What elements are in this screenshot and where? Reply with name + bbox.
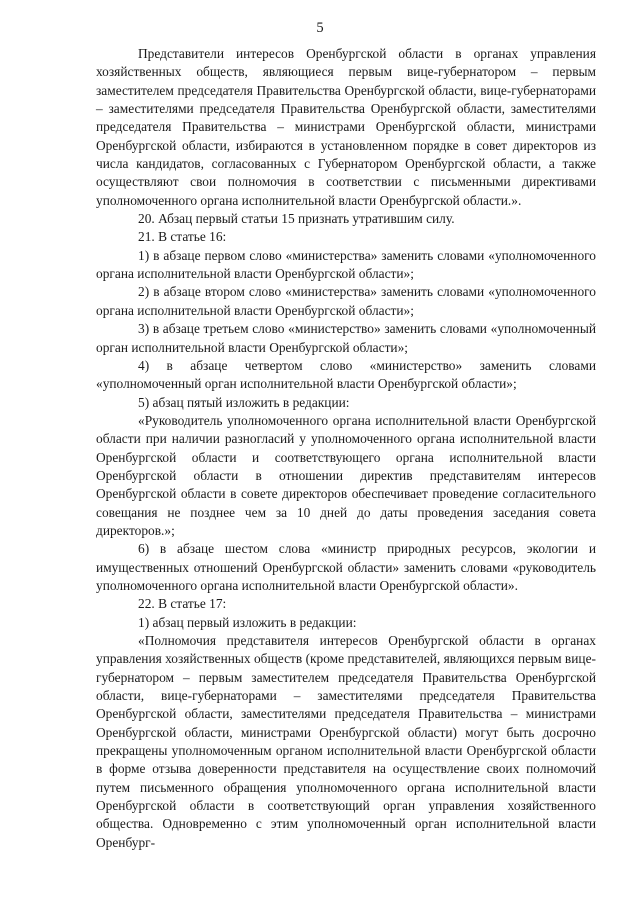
paragraph-item-22: 22. В статье 17: (138, 596, 227, 612)
paragraph-22-subitem-1-quote: «Полномочия представителя интересов Оренбургской области в органах управления хозяйственных обществ (кроме представителей, являющихся первым вице-губернатором – первым заместителем председателя Правительства Оренбургской области, вице-губернаторами – заместителями председателя Правительства Оренбургской области, заместителями председателя Правительства – министрами Оренбургской области, министрами Оренбургской области) могут быть досрочно прекращены уполномоченным органом исполнительной власти Оренбургской области в форме отзыва доверенности представителя на осуществление своих полномочий путем письменного обращения уполномоченного органа исполнительной власти Оренбургской области в соответствующий орган управления хозяйственного общества. Одновременно с этим уполномоченный орган исполнительной власти Оренбург- (96, 633, 596, 850)
paragraph-21-subitem-4: 4) в абзаце четвертом слово «министерство» заменить словами «уполномоченный орган исполнительной власти Оренбургской области»; (96, 357, 596, 392)
paragraph-21-subitem-2: 2) в абзаце втором слово «министерства» заменить словами «уполномоченного органа исполнительной власти Оренбургской области»; (96, 284, 596, 318)
paragraph-21-subitem-5: 5) абзац пятый изложить в редакции: (138, 394, 350, 410)
paragraph-21-subitem-6: 6) в абзаце шестом слова «министр природных ресурсов, экологии и имущественных отношений Оренбургской области» заменить словами «руководитель уполномоченного органа исполнительной власти Оренбургской области». (96, 541, 596, 593)
document-body (96, 45, 596, 852)
paragraph-22-subitem-1: 1) абзац первый изложить в редакции: (138, 614, 357, 630)
page-number: 5 (316, 20, 324, 36)
paragraph-item-21: 21. В статье 16: (138, 229, 227, 245)
paragraph-representatives-directors: Представители интересов Оренбургской области в органах управления хозяйственных обществ, являющиеся первым вице-губернатором – первым заместителем председателя Правительства Оренбургской области, вице-губернаторами – заместителями председателя Правительства Оренбургской области, заместителями председателя Правительства – министрами Оренбургской области, министрами Оренбургской области, избираются в установленном порядке в совет директоров из числа кандидатов, согласованных с Губернатором Оренбургской области, а также осуществляют свои полномочия в соответствии с письменными директивами уполномоченного органа исполнительной власти Оренбургской области.». (96, 46, 596, 208)
paragraph-item-20: 20. Абзац первый статьи 15 признать утратившим силу. (138, 211, 455, 227)
paragraph-21-subitem-3: 3) в абзаце третьем слово «министерство» заменить словами «уполномоченный орган исполнительной власти Оренбургской области»; (96, 321, 596, 355)
paragraph-21-subitem-5-quote: «Руководитель уполномоченного органа исполнительной власти Оренбургской области при наличии разногласий у уполномоченного органа исполнительной власти Оренбургской области и соответствующего органа исполнительной власти Оренбургской области в отношении директив представителям интересов Оренбургской области в совете директоров обеспечивает проведение согласительного совещания не позднее чем за 10 дней до даты проведения заседания совета директоров.»; (96, 412, 596, 538)
paragraph-21-subitem-1: 1) в абзаце первом слово «министерства» заменить словами «уполномоченного органа исполнительной власти Оренбургской области»; (96, 247, 596, 282)
